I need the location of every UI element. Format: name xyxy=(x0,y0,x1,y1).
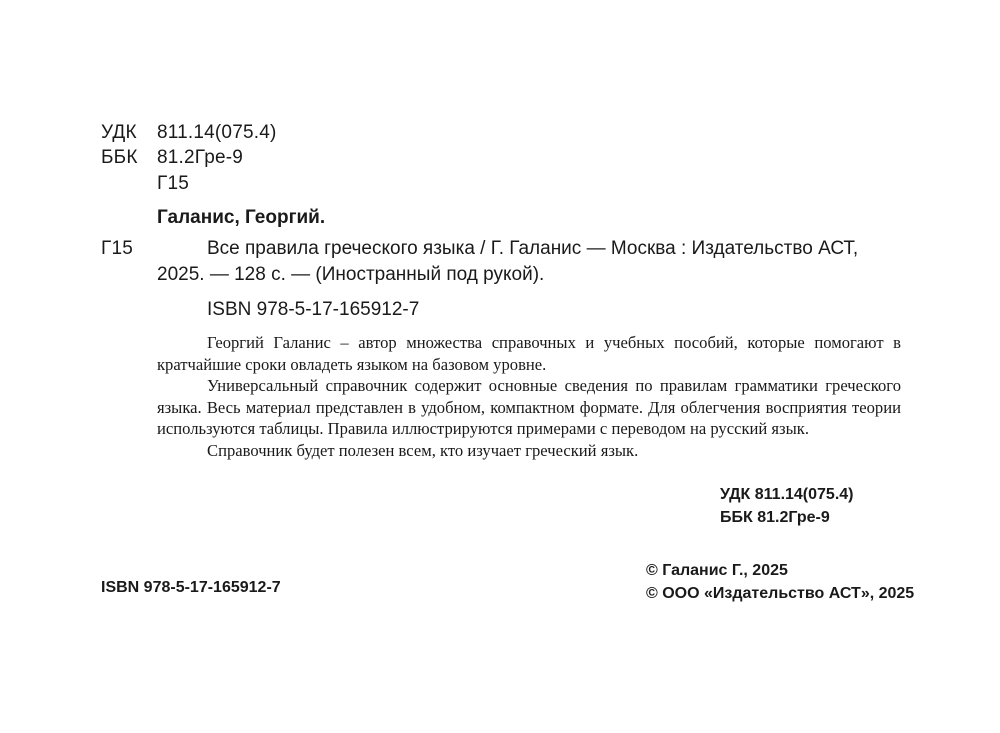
author-mark-top: Г15 xyxy=(157,173,190,194)
title-line-2: 2025. — 128 с. — (Иностранный под рукой). xyxy=(157,264,545,285)
copyright-publisher: © ООО «Издательство АСТ», 2025 xyxy=(646,585,915,602)
copyright-author: © Галанис Г., 2025 xyxy=(646,562,788,579)
author-heading: Галанис, Георгий. xyxy=(157,207,326,228)
isbn-entry: ISBN 978-5-17-165912-7 xyxy=(207,299,420,320)
title-line-1: Все правила греческого языка / Г. Галанис — Москва : Издательство АСТ, xyxy=(207,238,859,259)
udk-label: УДК xyxy=(101,122,137,143)
abstract-paragraph-3: Справочник будет полезен всем, кто изучает греческий язык. xyxy=(207,440,639,460)
footer-udk: УДК 811.14(075.4) xyxy=(720,486,854,503)
udk-value: 811.14(075.4) xyxy=(157,122,277,143)
footer-bbk: ББК 81.2Гре-9 xyxy=(720,509,830,526)
abstract-paragraph-1: Георгий Галанис – автор множества справочных и учебных пособий, которые помогают в кратчайшие сроки овладеть языком на базовом уровне. xyxy=(157,333,901,374)
footer-isbn: ISBN 978-5-17-165912-7 xyxy=(101,579,281,596)
abstract xyxy=(157,332,901,462)
abstract-paragraph-2: Универсальный справочник содержит основные сведения по правилам грамматики греческого языка. Весь материал представлен в удобном, компактном формате. Для облегчения восприятия теории используются таблицы. Правила иллюстрируются примерами с переводом на русский язык. xyxy=(157,376,901,439)
bbk-value: 81.2Гре-9 xyxy=(157,147,244,168)
bbk-label: ББК xyxy=(101,147,138,168)
author-mark-entry: Г15 xyxy=(101,238,134,259)
